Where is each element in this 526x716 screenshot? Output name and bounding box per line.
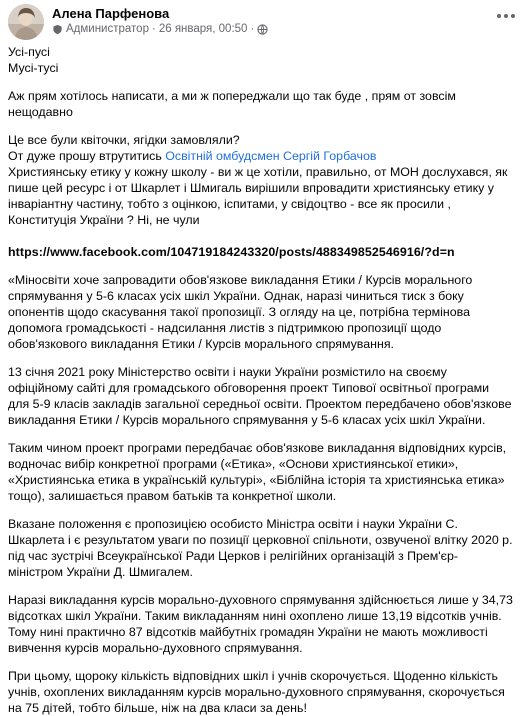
post-date[interactable]: 26 января, 00:50 [158, 23, 248, 35]
dot [511, 14, 515, 18]
author-role: Администратор [66, 23, 149, 35]
admin-shield-icon [52, 24, 63, 35]
text-line-1: Усі-пусі [8, 45, 50, 59]
text-line-5-lead: От дуже прошу втрутитись [8, 149, 166, 163]
globe-icon[interactable] [257, 24, 268, 35]
dot [504, 14, 508, 18]
text-line-4: Це все були квіточки, ягідки замовляли? [8, 133, 240, 147]
post-body [8, 44, 513, 716]
meta-separator: · [151, 23, 156, 35]
quote-paragraph-5: Наразі викладання курсів морально-духовного спрямування здійснюється лише у 34,73 відсотках шкіл України. Таким викладанням нині охоплено лише 13,19 відсотків учнів. Тому нині практично 87 відсотків майбутніх громадян України не мають можливості вивчення курсів морально-духовного спрямування. [8, 593, 513, 655]
quote-paragraph-2: 13 січня 2021 року Міністерство освіти і науки України розмістило на своєму офіційному сайті для громадського обговорення проект Типової освітньої програми для 5-9 класів закладів загальної середньої освіти. Проектом передбачено обов'язкове викладання Етики / Курсів морального спрямування у 5-6 класах усіх шкіл України. [8, 365, 512, 427]
quote-paragraph-4: Вказане положення є пропозицією особисто Міністра освіти і науки України С. Шкарлета і є результатом уваги по позиції церковної спільноти, озвученої влітку 2020 р. під час зустрічі Всеукраїнської Ради Церков і релігійних організацій з Прем'єр-міністром України Д. Шмигалем. [8, 517, 513, 579]
meta-separator-2: · [250, 23, 255, 35]
text-line-5 [8, 148, 513, 164]
quote-paragraph-6: При цьому, щороку кількість відповідних шкіл і учнів скорочується. Щоденно кількість учнів, охоплених викладанням курсів морально-духовного спрямування, скорочується на 75 дітей, тобто більше, ніж на два класи за день! [8, 669, 505, 715]
avatar-photo [8, 4, 44, 40]
post-header [8, 4, 520, 40]
author-name[interactable]: Алена Парфенова [52, 6, 170, 21]
paragraph-christian-ethics: Християнську етику у кожну школу - ви ж це хотіли, правильно, от МОН дослухався, як пише цей ресурс і от Шкарлет і Шмигаль вирішили впровадити християнську етику у інваріантну частину, тобто з оцінкою, іспитами, у свідоцтво - все як просили , Конституція України ? Ні, не чули [8, 165, 508, 227]
author-avatar[interactable] [8, 4, 44, 40]
quote-paragraph-3: Таким чином проект програми передбачає обов'язкове викладання відповідних курсів, водночас вибір конкретної програми («Етика», «Основи християнської етики», «Християнська етика в українській культурі», «Біблійна історія та християнська етика» тощо), залишається правом батьків та конкретної школи. [8, 441, 507, 503]
more-options-icon[interactable] [492, 6, 520, 26]
facebook-post-url[interactable]: https://www.facebook.com/104719184243320/posts/488349852546916/?d=n [8, 245, 455, 259]
post-meta [52, 23, 268, 35]
dot [497, 14, 501, 18]
quote-paragraph-1: «Міносвіти хоче запровадити обов'язкове викладання Етики / Курсів морального спрямування у 5-6 класах усіх шкіл України. Однак, наразі чиниться тиск з боку опонентів щодо скасування такої пропозиції. З огляду на це, потрібна термінова допомога громадськості - надсилання листів з підтримкою пропозиції щодо обов'язкового викладання Етики / Курсів морального спрямування. [8, 273, 473, 351]
text-line-2: Мусі-тусі [8, 61, 59, 75]
mention-link[interactable]: Освітній омбудсмен Сергій Горбачов [165, 149, 377, 163]
text-line-3: Аж прям хотілось написати, а ми ж попереджали що так буде , прям от зовсім нещодавно [8, 89, 456, 119]
